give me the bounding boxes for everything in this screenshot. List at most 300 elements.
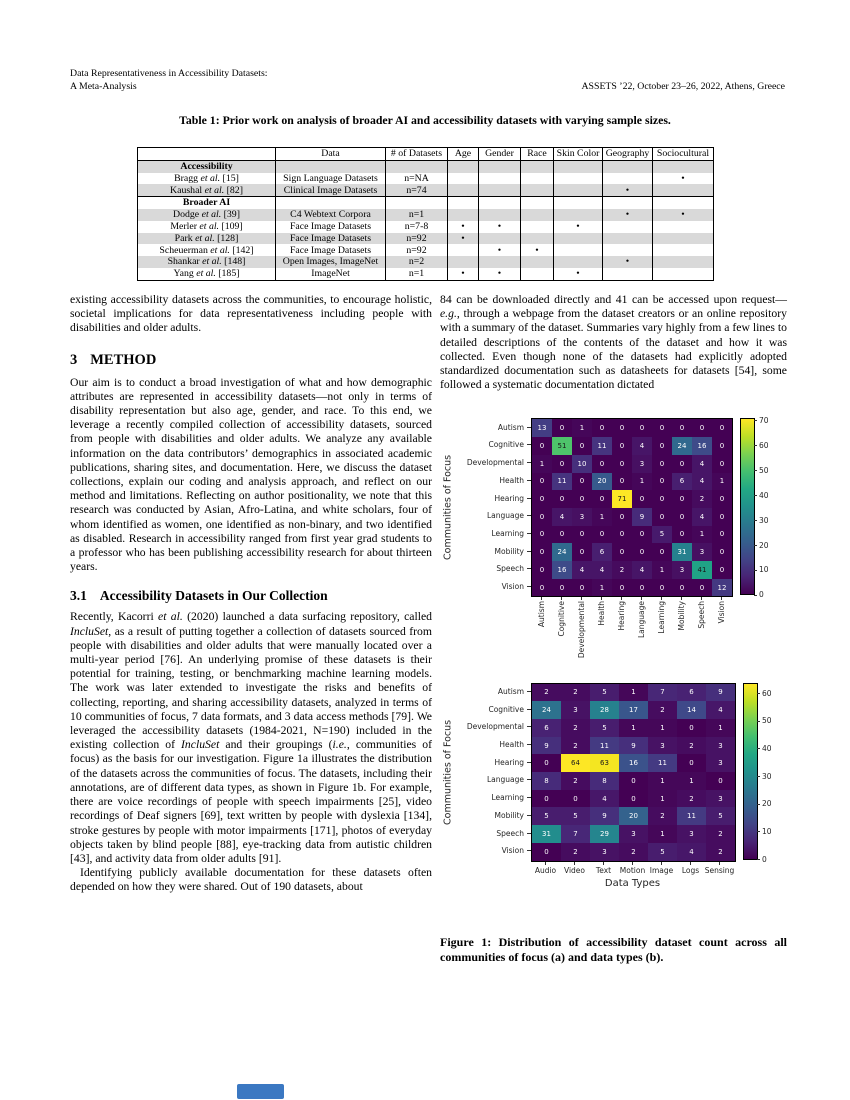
- table-cell: [653, 221, 714, 233]
- column-tick-label: Developmental: [571, 597, 591, 658]
- heatmap-cell: 0: [612, 526, 632, 544]
- heatmap-cell: 1: [652, 561, 672, 579]
- heatmap-cell: 6: [672, 473, 692, 491]
- row-tick-label: Language: [456, 771, 531, 789]
- table-cell: [554, 244, 603, 256]
- heatmap-cell: 2: [619, 843, 648, 861]
- table-cell: •: [448, 221, 479, 233]
- table-cell: [521, 221, 554, 233]
- table-row: [138, 184, 714, 196]
- heatmap-cell: 0: [572, 437, 592, 455]
- section-heading: [70, 352, 432, 369]
- colorbar: [740, 418, 755, 595]
- heatmap-cell: 0: [532, 843, 561, 861]
- heatmap-cell: 3: [677, 825, 706, 843]
- table-header-cell: Sociocultural: [653, 148, 714, 161]
- heatmap-cell: 1: [532, 455, 552, 473]
- heatmap-cell: 16: [692, 437, 712, 455]
- y-axis-label: Communities of Focus: [442, 455, 454, 561]
- row-tick-label: Hearing: [456, 753, 531, 771]
- heatmap-cell: 3: [632, 455, 652, 473]
- table-cell: [653, 244, 714, 256]
- table-cell: [653, 233, 714, 245]
- heatmap-cell: 0: [532, 473, 552, 491]
- heatmap-cell: 4: [692, 473, 712, 491]
- heatmap-cell: 0: [632, 490, 652, 508]
- table-cell: [448, 184, 479, 196]
- heatmap-cell: 0: [612, 508, 632, 526]
- heatmap-cell: 5: [532, 807, 561, 825]
- running-header: [70, 68, 785, 93]
- table-cell: •: [448, 233, 479, 245]
- table-cell: •: [521, 244, 554, 256]
- heatmap-cell: 0: [592, 419, 612, 437]
- figure-1: [440, 415, 787, 889]
- heatmap-cell: 31: [672, 543, 692, 561]
- table-cell: [479, 173, 521, 185]
- table-cell: Park et al. [128]: [138, 233, 276, 245]
- row-tick-label: Learning: [456, 789, 531, 807]
- table-cell: Broader AI: [138, 197, 276, 209]
- column-tick-label: Hearing: [611, 597, 631, 658]
- table-cell: •: [448, 268, 479, 280]
- table-cell: [479, 197, 521, 209]
- heatmap-cell: 0: [612, 455, 632, 473]
- section-number: 3.1: [70, 588, 87, 604]
- heatmap-cell: 1: [648, 825, 677, 843]
- table-cell: n=7-8: [386, 221, 448, 233]
- row-tick-label: Hearing: [456, 489, 531, 507]
- colorbar-tick-label: 20: [757, 800, 772, 808]
- table-cell: [276, 197, 386, 209]
- heatmap-cell: 0: [706, 772, 735, 790]
- table-header-cell: Gender: [479, 148, 521, 161]
- section-title: METHOD: [90, 351, 157, 368]
- heatmap-cell: 0: [572, 579, 592, 597]
- heatmap-cell: 51: [552, 437, 572, 455]
- table-header-cell: Data: [276, 148, 386, 161]
- table-header-cell: Race: [521, 148, 554, 161]
- heatmap-cell: 11: [677, 807, 706, 825]
- table-cell: Face Image Datasets: [276, 244, 386, 256]
- colorbar-tick-label: 30: [757, 773, 772, 781]
- heatmap-cell: 0: [712, 543, 732, 561]
- table-cell: Face Image Datasets: [276, 233, 386, 245]
- colorbar-tick-label: 40: [754, 492, 769, 500]
- heatmap-cell: 2: [612, 561, 632, 579]
- heatmap-cell: 0: [692, 579, 712, 597]
- heatmap-cell: 2: [648, 807, 677, 825]
- column-tick-label: Cognitive: [551, 597, 571, 658]
- heatmap-cell: 0: [552, 490, 572, 508]
- heatmap-cell: 1: [648, 719, 677, 737]
- colorbar-tick-label: 10: [757, 828, 772, 836]
- heatmap-cell: 9: [706, 684, 735, 702]
- heatmap-cell: 11: [592, 437, 612, 455]
- heatmap-cell: 4: [552, 508, 572, 526]
- column-tick-label: Speech: [691, 597, 711, 658]
- running-header-left: [70, 68, 268, 93]
- table-cell: [653, 256, 714, 268]
- row-tick-label: Cognitive: [456, 436, 531, 454]
- heatmap-cell: 0: [572, 526, 592, 544]
- heatmap-cell: 2: [677, 790, 706, 808]
- heatmap-cell: 2: [561, 843, 590, 861]
- heatmap-cell: 0: [672, 455, 692, 473]
- heatmap-cell: 4: [632, 561, 652, 579]
- heatmap-cell: 3: [706, 790, 735, 808]
- heatmap-cell: 6: [677, 684, 706, 702]
- heatmap-cell: 5: [590, 684, 619, 702]
- heatmap-cell: 0: [652, 419, 672, 437]
- table-cell: [603, 268, 653, 280]
- table-cell: Sign Language Datasets: [276, 173, 386, 185]
- heatmap-cell: 1: [706, 719, 735, 737]
- heatmap-cell: 41: [692, 561, 712, 579]
- table-row: [138, 221, 714, 233]
- heatmap-cell: 2: [706, 825, 735, 843]
- heatmap-cell: 0: [612, 579, 632, 597]
- heatmap-cell: 16: [619, 754, 648, 772]
- table-cell: Yang et al. [185]: [138, 268, 276, 280]
- heatmap-cell: 2: [706, 843, 735, 861]
- column-tick-label: Learning: [651, 597, 671, 658]
- table-cell: [521, 173, 554, 185]
- table-header-cell: Skin Color: [554, 148, 603, 161]
- heatmap-cell: 1: [648, 772, 677, 790]
- table-cell: [521, 256, 554, 268]
- table-row: [138, 209, 714, 221]
- heatmap-cell: 2: [561, 719, 590, 737]
- table-cell: [521, 209, 554, 221]
- column-tick-label: Sensing: [705, 862, 734, 875]
- table-cell: •: [479, 221, 521, 233]
- heatmap-cell: 5: [561, 807, 590, 825]
- colorbar-tick-label: 30: [754, 517, 769, 525]
- colorbar-tick-label: 60: [757, 690, 772, 698]
- section-number: 3: [70, 351, 78, 368]
- table-row: [138, 268, 714, 280]
- heatmap-cell: 9: [632, 508, 652, 526]
- table-cell: [448, 209, 479, 221]
- table-cell: •: [653, 209, 714, 221]
- heatmap-cell: 0: [532, 579, 552, 597]
- heatmap-cell: 4: [692, 508, 712, 526]
- heatmap-cell: 2: [532, 684, 561, 702]
- heatmap-cell: 0: [532, 561, 552, 579]
- heatmap-cell: 13: [532, 419, 552, 437]
- row-tick-label: Autism: [456, 683, 531, 701]
- table-cell: [386, 160, 448, 172]
- colorbar-tick-label: 0: [757, 856, 767, 864]
- heatmap-cell: 0: [612, 473, 632, 491]
- heatmap-cell: 1: [692, 526, 712, 544]
- table-cell: Scheuerman et al. [142]: [138, 244, 276, 256]
- heatmap-cell: 10: [572, 455, 592, 473]
- heatmap-cell: 0: [672, 419, 692, 437]
- table-cell: [603, 160, 653, 172]
- heatmap-cell: 24: [672, 437, 692, 455]
- table-cell: •: [554, 221, 603, 233]
- row-tick-label: Mobility: [456, 542, 531, 560]
- heatmap-cell: 64: [561, 754, 590, 772]
- heatmap-cell: 6: [592, 543, 612, 561]
- heatmap-cell: 2: [692, 490, 712, 508]
- heatmap-cell: 11: [648, 754, 677, 772]
- column-tick-label: Logs: [676, 862, 705, 875]
- heatmap-cell: 3: [706, 737, 735, 755]
- table-cell: [554, 197, 603, 209]
- heatmap-cell: 0: [572, 543, 592, 561]
- heatmap-cell: 9: [590, 807, 619, 825]
- table-cell: [448, 160, 479, 172]
- row-tick-label: Mobility: [456, 807, 531, 825]
- heatmap-cell: 4: [677, 843, 706, 861]
- heatmap-cell: 0: [652, 437, 672, 455]
- table-cell: [479, 209, 521, 221]
- paragraph: Recently, Kacorri et al. (2020) launched a data surfacing repository, called IncluSet, as a result of putting together a collection of datasets sourced from people with disabilities and older adults that were manually located over a multi-year period [76]. An underlying promise of these datasets is their potential for training, testing, or benchmarking machine learning models. The work was later extended to investigate the risks and benefits of collecting, reporting, and sharing accessibility datasets, analyzed in terms of 10 communities of focus, 7 data formats, and 3 data access methods [79]. We leveraged the accessibility datasets (1984-2021, N=190) included in the existing collection of IncluSet and their groupings (i.e., communities of focus) as the basis for our investigation. Figure 1a illustrates the distribution of the datasets across the communities of focus. The datasets, including their annotations, are of different data types, as shown in Figure 1b. For example, there are voice recordings of people with speech impairments [25], video recordings of Deaf signers [69], text written by people with dyslexia [134], stroke gestures by people with motor impairments [171], photos of everyday objects taken by blind people [88], eye-tracking data from autistic children [43], and activity data from older adults [91].: [70, 610, 433, 865]
- table-cell: n=1: [386, 209, 448, 221]
- table-cell: Accessibility: [138, 160, 276, 172]
- colorbar-tick-label: 60: [754, 442, 769, 450]
- paper-short-title-line1: Data Representativeness in Accessibility Datasets:: [70, 68, 268, 79]
- page-bottom-artifact: [237, 1084, 284, 1099]
- table-row: [138, 160, 714, 172]
- table-cell: Face Image Datasets: [276, 221, 386, 233]
- table-cell: n=1: [386, 268, 448, 280]
- heatmap-cell: 28: [590, 701, 619, 719]
- heatmap-cell: 1: [572, 419, 592, 437]
- row-tick-label: Autism: [456, 418, 531, 436]
- heatmap-cell: 7: [561, 825, 590, 843]
- table-header-cell: [138, 148, 276, 161]
- y-axis-label: Communities of Focus: [442, 719, 454, 825]
- heatmap-cell: 24: [532, 701, 561, 719]
- table-cell: [603, 233, 653, 245]
- table-cell: [603, 173, 653, 185]
- heatmap-cell: 3: [619, 825, 648, 843]
- table-cell: Kaushal et al. [82]: [138, 184, 276, 196]
- table-cell: [554, 209, 603, 221]
- heatmap-cell: 29: [590, 825, 619, 843]
- heatmap-cell: 0: [652, 490, 672, 508]
- heatmap-cell: 0: [532, 790, 561, 808]
- heatmap-cell: 4: [632, 437, 652, 455]
- heatmap-cell: 3: [648, 737, 677, 755]
- table-cell: •: [479, 244, 521, 256]
- table-cell: n=92: [386, 244, 448, 256]
- table-cell: [521, 160, 554, 172]
- colorbar-tick-label: 10: [754, 566, 769, 574]
- paper-short-title-line2: A Meta-Analysis: [70, 80, 137, 92]
- prior-work-table: [137, 147, 714, 281]
- table-cell: Clinical Image Datasets: [276, 184, 386, 196]
- table-cell: •: [479, 268, 521, 280]
- heatmap-cell: 0: [632, 419, 652, 437]
- heatmap-cell: 0: [712, 455, 732, 473]
- heatmap-cell: 24: [552, 543, 572, 561]
- heatmap-cell: 0: [632, 543, 652, 561]
- row-tick-label: Speech: [456, 560, 531, 578]
- heatmap-cell: 0: [612, 419, 632, 437]
- heatmap-cell: 3: [561, 701, 590, 719]
- heatmap-cell: 0: [561, 790, 590, 808]
- table-cell: n=2: [386, 256, 448, 268]
- table-cell: [479, 256, 521, 268]
- heatmap-cell: 0: [712, 526, 732, 544]
- heatmap-cell: 0: [619, 790, 648, 808]
- heatmap-cell: 3: [590, 843, 619, 861]
- heatmap-cell: 0: [592, 490, 612, 508]
- heatmap-cell: 1: [619, 684, 648, 702]
- table-cell: [448, 197, 479, 209]
- section-heading: [70, 588, 432, 604]
- heatmap-cell: 3: [672, 561, 692, 579]
- column-tick-label: Vision: [711, 597, 731, 658]
- table-cell: [521, 233, 554, 245]
- table-cell: [448, 244, 479, 256]
- figure-1a-heatmap: [440, 415, 787, 659]
- heatmap-cell: 3: [692, 543, 712, 561]
- row-tick-label: Health: [456, 736, 531, 754]
- column-tick-label: Audio: [531, 862, 560, 875]
- table-cell: [521, 268, 554, 280]
- table-cell: Bragg et al. [15]: [138, 173, 276, 185]
- heatmap-cell: 20: [619, 807, 648, 825]
- heatmap-cell: 4: [592, 561, 612, 579]
- heatmap-cell: 0: [652, 508, 672, 526]
- colorbar-tick-label: 50: [754, 467, 769, 475]
- column-tick-label: Language: [631, 597, 651, 658]
- heatmap-cell: 0: [532, 543, 552, 561]
- table-row: [138, 173, 714, 185]
- table-cell: [521, 184, 554, 196]
- heatmap-cell: 6: [532, 719, 561, 737]
- table-row: [138, 244, 714, 256]
- heatmap-cell: 0: [677, 754, 706, 772]
- section-title: Accessibility Datasets in Our Collection: [99, 588, 328, 604]
- heatmap-grid: [531, 418, 733, 597]
- table-cell: •: [653, 173, 714, 185]
- x-axis-label: Data Types: [604, 877, 661, 889]
- table-cell: n=NA: [386, 173, 448, 185]
- row-tick-label: Speech: [456, 824, 531, 842]
- column-tick-label: Mobility: [671, 597, 691, 658]
- colorbar-tick-label: 20: [754, 542, 769, 550]
- heatmap-cell: 0: [712, 437, 732, 455]
- column-tick-label: Text: [589, 862, 618, 875]
- table-row: [138, 256, 714, 268]
- left-text-column: [70, 293, 432, 895]
- heatmap-cell: 0: [532, 508, 552, 526]
- table-cell: [479, 233, 521, 245]
- row-tick-label: Learning: [456, 525, 531, 543]
- colorbar-tick-label: 50: [757, 717, 772, 725]
- table-cell: •: [603, 209, 653, 221]
- table-cell: [521, 197, 554, 209]
- heatmap-cell: 0: [632, 526, 652, 544]
- table-cell: [554, 233, 603, 245]
- heatmap-cell: 0: [652, 579, 672, 597]
- table-cell: Merler et al. [109]: [138, 221, 276, 233]
- colorbar: [743, 683, 758, 860]
- table-cell: Dodge et al. [39]: [138, 209, 276, 221]
- heatmap-cell: 0: [652, 543, 672, 561]
- right-text-column: [440, 293, 787, 966]
- table-cell: [603, 244, 653, 256]
- colorbar-tick-label: 70: [754, 417, 769, 425]
- table-header-cell: Age: [448, 148, 479, 161]
- heatmap-cell: 12: [712, 579, 732, 597]
- heatmap-cell: 0: [572, 473, 592, 491]
- paragraph: Our aim is to conduct a broad investigation of what and how demographic attributes are represented in accessibility datasets—not only in terms of disability representation but also age, gender, and race. To this end, we leverage a recently compiled collection of accessibility datasets, sourced from people with disabilities and older adults. We analyze any available information on the data contributors’ demographics in associated academic publications, sharing sites, and documentation. Here, we discuss the dataset collections, explain our coding and analysis approach, and reflect on our method and limitations. Reflecting on author positionality, we note that this research was conducted by Asian, Afro-Latina, and white scholars, four of whom identified as women, one identified as non-binary, and two identified as disabled. Research in accessibility ranged from first year grad students to a professor who has been publishing accessibility research for about thirteen years.: [70, 375, 432, 574]
- heatmap-cell: 0: [652, 455, 672, 473]
- heatmap-cell: 0: [612, 437, 632, 455]
- table-cell: n=74: [386, 184, 448, 196]
- heatmap-cell: 0: [672, 508, 692, 526]
- heatmap-cell: 11: [590, 737, 619, 755]
- table-header-cell: # of Datasets: [386, 148, 448, 161]
- table-cell: •: [603, 256, 653, 268]
- table-cell: [386, 197, 448, 209]
- row-tick-label: Language: [456, 507, 531, 525]
- table-cell: n=92: [386, 233, 448, 245]
- heatmap-cell: 5: [648, 843, 677, 861]
- table-cell: [554, 173, 603, 185]
- heatmap-cell: 5: [590, 719, 619, 737]
- heatmap-cell: 0: [672, 526, 692, 544]
- heatmap-cell: 63: [590, 754, 619, 772]
- heatmap-cell: 11: [552, 473, 572, 491]
- heatmap-cell: 16: [552, 561, 572, 579]
- heatmap-cell: 4: [572, 561, 592, 579]
- heatmap-cell: 7: [648, 684, 677, 702]
- heatmap-cell: 0: [712, 508, 732, 526]
- heatmap-cell: 2: [561, 737, 590, 755]
- table-cell: [554, 160, 603, 172]
- column-tick-label: Image: [647, 862, 676, 875]
- heatmap-cell: 1: [592, 508, 612, 526]
- table-cell: [479, 184, 521, 196]
- table-cell: Open Images, ImageNet: [276, 256, 386, 268]
- colorbar-tick-label: 40: [757, 745, 772, 753]
- heatmap-cell: 0: [552, 579, 572, 597]
- table-cell: •: [554, 268, 603, 280]
- heatmap-cell: 2: [677, 737, 706, 755]
- heatmap-cell: 0: [692, 419, 712, 437]
- heatmap-cell: 1: [592, 579, 612, 597]
- heatmap-cell: 5: [652, 526, 672, 544]
- heatmap-cell: 0: [532, 490, 552, 508]
- heatmap-cell: 0: [552, 419, 572, 437]
- table-cell: [276, 160, 386, 172]
- row-tick-label: Health: [456, 472, 531, 490]
- heatmap-grid: [531, 683, 736, 862]
- row-tick-label: Vision: [456, 842, 531, 860]
- paragraph: Identifying publicly available documentation for these datasets often depended on how they were shared. Out of 190 datasets, about: [70, 866, 432, 894]
- table-cell: [479, 160, 521, 172]
- heatmap-cell: 4: [706, 701, 735, 719]
- column-tick-label: Health: [591, 597, 611, 658]
- heatmap-cell: 0: [552, 526, 572, 544]
- table-header-cell: Geography: [603, 148, 653, 161]
- heatmap-cell: 14: [677, 701, 706, 719]
- row-tick-label: Vision: [456, 578, 531, 596]
- heatmap-cell: 8: [590, 772, 619, 790]
- column-tick-label: Video: [560, 862, 589, 875]
- heatmap-cell: 2: [561, 684, 590, 702]
- heatmap-cell: 0: [532, 754, 561, 772]
